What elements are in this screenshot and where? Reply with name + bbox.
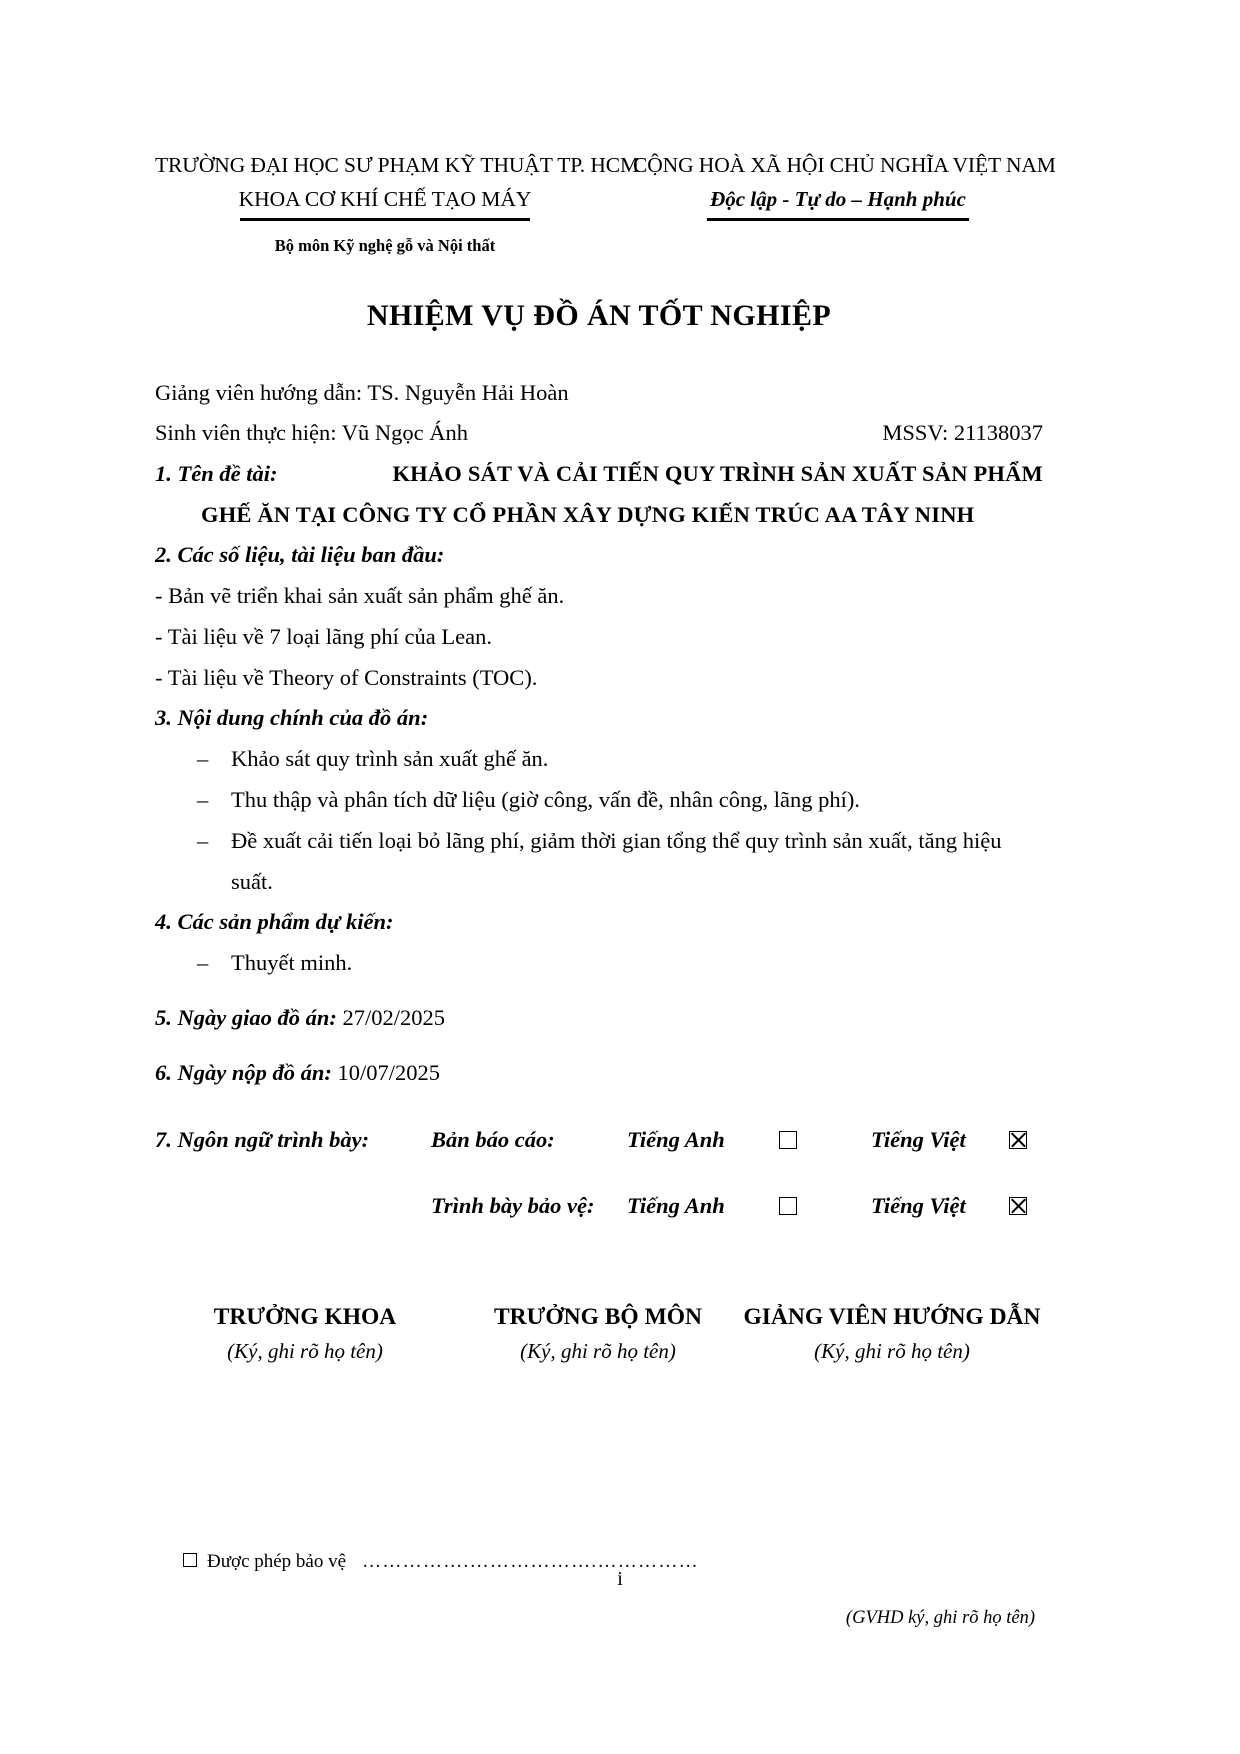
section-3-list — [155, 738, 1043, 902]
section-5-row — [155, 997, 1043, 1038]
checkbox-unchecked-icon[interactable] — [779, 1131, 797, 1149]
document-body — [155, 373, 1043, 1629]
section-4-label: 4. Các sản phẩm dự kiến: — [155, 909, 394, 934]
section-5-label: 5. Ngày giao đồ án: — [155, 1005, 337, 1030]
signature-block — [155, 1300, 1043, 1368]
defense-option-vietnamese-checkbox-cell — [1009, 1185, 1027, 1226]
section-2-item-2: - Tài liệu về 7 loại lãng phí của Lean. — [155, 624, 492, 649]
section-3-label: 3. Nội dung chính của đồ án: — [155, 705, 429, 730]
permission-dotted-line: …………….……………….…………… — [362, 1551, 699, 1572]
header-right-block — [633, 148, 1056, 221]
section-2-item-3: - Tài liệu về Theory of Constraints (TOC). — [155, 665, 538, 690]
section-7-row-report — [155, 1119, 1043, 1160]
section-7-row-defense — [155, 1185, 1043, 1226]
section-2-label: 2. Các số liệu, tài liệu ban đầu: — [155, 542, 445, 567]
advisor-signature-note: (GVHD ký, ghi rõ họ tên) — [845, 1608, 1035, 1628]
page-title: NHIỆM VỤ ĐỒ ÁN TỐT NGHIỆP — [366, 299, 832, 332]
checkbox-checked-icon[interactable] — [1009, 1131, 1027, 1149]
section-1-line1 — [155, 453, 1043, 494]
list-item: – Đề xuất cải tiến loại bỏ lãng phí, giảm thời gian tổng thể quy trình sản xuất, tăng hiệu suất. — [155, 820, 1043, 902]
section-7 — [155, 1119, 1043, 1226]
signature-title: TRƯỞNG BỘ MÔN — [493, 1304, 702, 1330]
list-item: – Thuyết minh. — [155, 942, 1043, 983]
faculty-name: KHOA CƠ KHÍ CHẾ TẠO MÁY — [238, 187, 532, 211]
header-left-block — [155, 148, 640, 221]
advisor-line: Giảng viên hướng dẫn: TS. Nguyễn Hải Hoàn — [155, 380, 569, 405]
section-2-item-1: - Bản vẽ triển khai sản xuất sản phẩm ghế ăn. — [155, 583, 565, 608]
signature-subtitle: (Ký, ghi rõ họ tên) — [520, 1339, 676, 1363]
page-content — [155, 148, 1056, 1629]
defense-kind-label: Trình bày bảo vệ: — [431, 1193, 595, 1218]
signature-subtitle: (Ký, ghi rõ họ tên) — [814, 1339, 970, 1363]
report-option-vietnamese-label: Tiếng Việt — [871, 1127, 966, 1152]
report-option-english-label: Tiếng Anh — [627, 1127, 725, 1152]
signature-subtitle: (Ký, ghi rõ họ tên) — [227, 1339, 383, 1363]
section-1-line2 — [201, 494, 1043, 535]
header-right-divider — [707, 218, 969, 221]
defense-option-english-label: Tiếng Anh — [627, 1193, 725, 1218]
section-1-label: 1. Tên đề tài: — [155, 461, 278, 486]
list-item: – Thu thập và phân tích dữ liệu (giờ công, vấn đề, nhân công, lãng phí). — [155, 779, 1043, 820]
report-option-vietnamese-checkbox-cell — [1009, 1119, 1027, 1160]
section-1 — [155, 453, 1043, 535]
signature-column-dean — [155, 1300, 455, 1368]
student-id: MSSV: 21138037 — [882, 420, 1043, 445]
department-name: Bộ môn Kỹ nghệ gỗ và Nội thất — [274, 236, 496, 255]
list-item: – Khảo sát quy trình sản xuất ghế ăn. — [155, 738, 1043, 779]
header-left-divider — [240, 218, 530, 221]
report-option-english-checkbox-cell — [779, 1119, 871, 1160]
national-motto: Độc lập - Tự do – Hạnh phúc — [710, 187, 966, 211]
checkbox-unchecked-icon[interactable] — [779, 1197, 797, 1215]
permission-label: Được phép bảo vệ — [207, 1551, 347, 1572]
student-line-row — [155, 413, 1043, 453]
university-name: TRƯỜNG ĐẠI HỌC SƯ PHẠM KỸ THUẬT TP. HCM — [155, 153, 640, 177]
defense-option-vietnamese-label: Tiếng Việt — [871, 1193, 966, 1218]
signature-column-advisor — [741, 1300, 1043, 1368]
signature-title: TRƯỞNG KHOA — [213, 1304, 397, 1330]
section-4-list — [155, 942, 1043, 983]
section-1-topic-line1: KHẢO SÁT VÀ CẢI TIẾN QUY TRÌNH SẢN XUẤT SẢN PHẨM — [392, 461, 1043, 486]
section-6-value: 10/07/2025 — [337, 1060, 441, 1085]
signature-column-head-of-department — [455, 1300, 741, 1368]
section-6-label: 6. Ngày nộp đồ án: — [155, 1060, 332, 1085]
checkbox-unchecked-icon[interactable] — [183, 1553, 197, 1567]
signature-title: GIẢNG VIÊN HƯỚNG DẪN — [743, 1304, 1041, 1330]
page-number: i — [617, 1568, 623, 1590]
section-7-label: 7. Ngôn ngữ trình bày: — [155, 1127, 370, 1152]
student-name: Sinh viên thực hiện: Vũ Ngọc Ánh — [155, 420, 469, 445]
section-5-value: 27/02/2025 — [342, 1005, 446, 1030]
document-header — [155, 148, 1056, 221]
defense-option-english-checkbox-cell — [779, 1185, 871, 1226]
section-1-topic-line2: GHẾ ĂN TẠI CÔNG TY CỔ PHẦN XÂY DỰNG KIẾN TRÚC AA TÂY NINH — [201, 502, 975, 527]
checkbox-checked-icon[interactable] — [1009, 1197, 1027, 1215]
section-6-row — [155, 1052, 1043, 1093]
country-name: CỘNG HOÀ XÃ HỘI CHỦ NGHĨA VIỆT NAM — [633, 153, 1056, 177]
report-kind-label: Bản báo cáo: — [431, 1127, 555, 1152]
